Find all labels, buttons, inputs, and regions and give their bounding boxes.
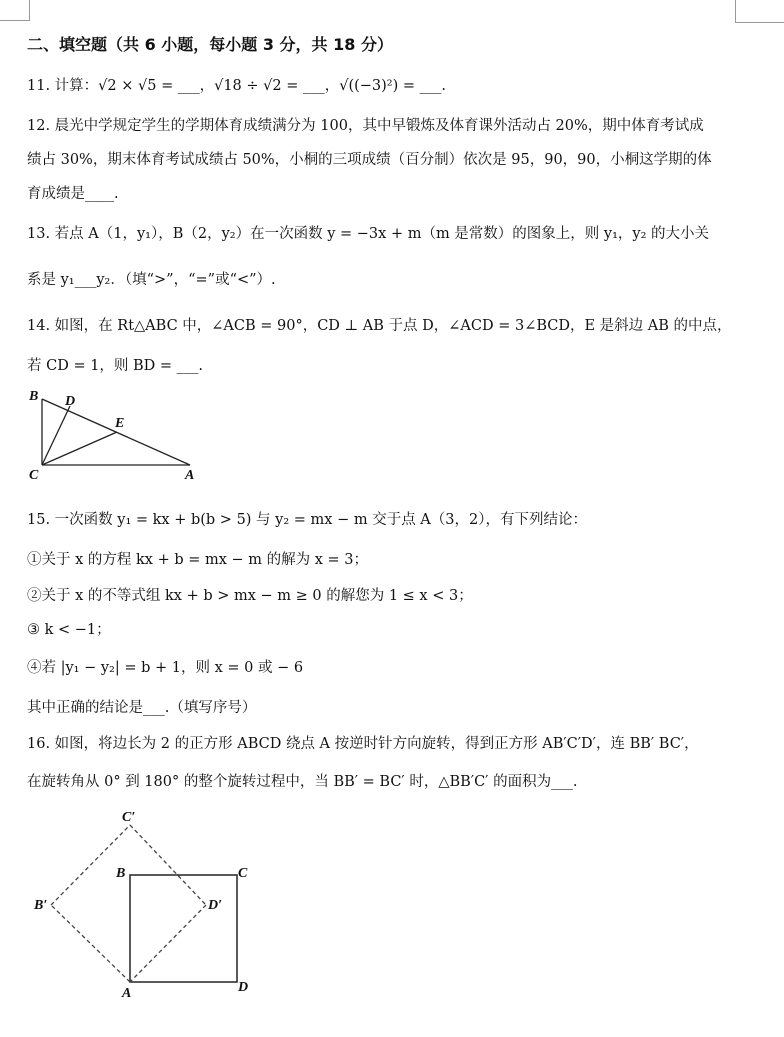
question-15-line-2: ①关于 x 的方程 kx + b = mx − m 的解为 x = 3； [27,552,369,568]
question-15-line-4: ③ k < −1； [27,622,111,638]
question-15-line-1: 15. 一次函数 y₁ = kx + b(b > 5) 与 y₂ = mx − m 交于点 A（3，2），有下列结论： [27,512,587,528]
figure-16-label-c: C [238,866,248,881]
figure-16-label-b-prime: B′ [34,898,48,913]
crop-mark-right-vertical [735,0,736,22]
figure-16-label-d: D [238,980,249,995]
figure-14-label-d: D [65,394,76,409]
figure-16-rotated-squares [30,805,260,1005]
figure-16-label-d-prime: D′ [208,898,223,913]
crop-mark-left-horizontal [0,20,30,21]
figure-14-label-c: C [29,468,39,483]
figure-16-label-b: B [116,866,126,881]
crop-mark-left-vertical [29,0,30,20]
question-13-line-2: 系是 y₁___y₂．（填“>”，“=”或“<”）. [27,272,276,288]
figure-16-label-c-prime: C′ [122,810,136,825]
question-13-line-1: 13. 若点 A（1，y₁），B（2，y₂）在一次函数 y = −3x + m（m 是常数）的图象上，则 y₁，y₂ 的大小关 [27,226,710,242]
crop-mark-right-horizontal [735,22,784,23]
question-15-line-6: 其中正确的结论是___.（填写序号） [27,700,257,716]
question-12-line-1: 12. 晨光中学规定学生的学期体育成绩满分为 100，其中早锻炼及体育课外活动占 20%，期中体育考试成 [27,118,704,134]
figure-14-label-a: A [185,468,195,483]
question-16-line-1: 16. 如图，将边长为 2 的正方形 ABCD 绕点 A 按逆时针方向旋转，得到正方形 AB′C′D′，连 BB′ BC′， [27,736,699,752]
question-15-line-3: ②关于 x 的不等式组 kx + b > mx − m ≥ 0 的解您为 1 ≤ x < 3； [27,588,473,604]
figure-16-label-a: A [122,986,132,1001]
section-heading: 二、填空题（共 6 小题，每小题 3 分，共 18 分） [27,35,393,54]
question-12-line-3: 育成绩是____. [27,186,119,202]
question-15-line-5: ④若 |y₁ − y₂| = b + 1，则 x = 0 或 − 6 [27,660,304,676]
question-14-line-2: 若 CD = 1，则 BD = ___. [27,358,204,374]
question-14-line-1: 14. 如图，在 Rt△ABC 中，∠ACB = 90°，CD ⊥ AB 于点 D，∠ACD = 3∠BCD，E 是斜边 AB 的中点， [27,318,732,334]
figure-14-label-b: B [29,389,39,404]
question-12-line-2: 绩占 30%，期末体育考试成绩占 50%，小桐的三项成绩（百分制）依次是 95，90，90，小桐这学期的体 [27,152,712,168]
figure-14-label-e: E [115,416,125,431]
figure-14-triangle [25,385,205,485]
question-16-line-2: 在旋转角从 0° 到 180° 的整个旋转过程中，当 BB′ = BC′ 时，△BB′C′ 的面积为___. [27,774,578,790]
question-11-line-1: 11. 计算：√2 × √5 = ___，√18 ÷ √2 = ___，√((−3)²) = ___. [27,78,447,94]
